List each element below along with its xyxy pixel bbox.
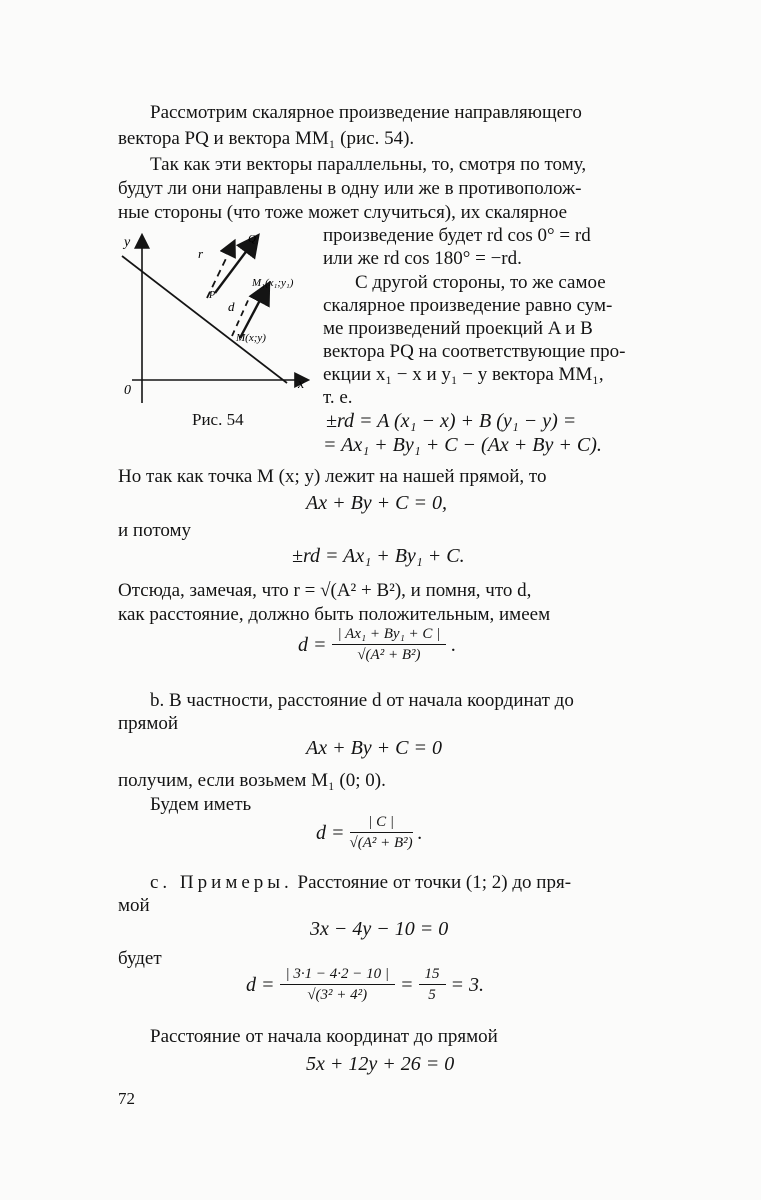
text-line: будут ли они направлены в одну или же в противополож- [118,178,582,199]
label-origin: 0 [124,383,131,398]
figure-54 [112,228,317,408]
label-d: d [228,299,235,314]
text-line: ные стороны (что тоже может случиться), их скалярное [118,202,568,223]
text-line: прямой [118,713,179,734]
text-line: как расстояние, должно быть положительным, имеем [118,604,551,625]
text-line: вектора PQ на соответствующие про- [323,341,626,362]
label-p: P [209,290,216,301]
text-line: ме произведений проекций A и B [323,318,593,339]
label-q: Q [248,233,256,245]
text-line: или же rd cos 180° = −rd. [323,248,522,269]
text-line: Так как эти векторы параллельны, то, смотря по тому, [150,154,587,175]
label-m: M(x;y) [236,332,266,344]
text-line: будет [118,948,162,969]
equation: Ax + By + C = 0, [306,492,448,514]
equation: 3x − 4y − 10 = 0 [310,918,449,940]
line [122,256,287,383]
equation: Ax + By + C = 0 [306,737,443,759]
vector-mm1 [240,285,268,338]
text-line: Отсюда, замечая, что r = √(A² + B²), и помня, что d, [118,580,532,601]
text-line: произведение будет rd cos 0° = rd [323,225,591,246]
formula-example: d = $\frac{| 3\cdot 1 - 4\cdot 2 - 10 |}{\text{√(3² + 4²)}}$ = $\frac{15}{5}$ = 3. [246,966,484,1003]
formula-distance: d = $\frac{\text{| Ax₁ + By₁ + C |}}{\text{√(A² + B²)}}$ . [298,626,457,663]
figure-caption: Рис. 54 [192,410,244,429]
text-line: c. Примеры. Расстояние от точки (1; 2) до пря- [150,872,572,893]
text-line: екции x₁ − x и y₁ − y вектора MM₁, [323,364,604,385]
label-y: y [124,235,131,250]
text-line: и потому [118,520,192,541]
equation: ±rd = Ax₁ + By₁ + C. [292,545,465,567]
equation: 5x + 12y + 26 = 0 [306,1053,455,1075]
text-line: Расстояние от начала координат до прямой [150,1026,498,1047]
vector-d [232,296,250,336]
equation: ±rd = A (x₁ − x) + B (y₁ − y) = [326,410,577,432]
text-line: мой [118,895,150,916]
label-r: r [198,246,204,261]
text-line: скалярное произведение равно сум- [323,295,613,316]
label-m1: M₁(x₁;y₁) [252,277,294,289]
vector-r [215,237,257,293]
equation: = Ax₁ + By₁ + C − (Ax + By + C). [323,434,602,456]
formula-origin-distance: d = $\frac{| C |}{\text{√(A² + B²)}}$ . [316,814,423,851]
text-line: вектора PQ и вектора MM₁ (рис. 54). [118,128,415,149]
text-line: т. е. [323,387,353,408]
text-line: получим, если возьмем M₁ (0; 0). [118,770,386,791]
text-line: b. В частности, расстояние d от начала координат до [150,690,574,711]
page-number: 72 [118,1089,135,1108]
label-x: x [298,377,305,392]
text-line: Но так как точка M (x; y) лежит на нашей прямой, то [118,466,547,487]
text-line: Будем иметь [150,794,252,815]
text-line: С другой стороны, то же самое [355,272,606,293]
text-line: Рассмотрим скалярное произведение направляющего [150,102,582,123]
